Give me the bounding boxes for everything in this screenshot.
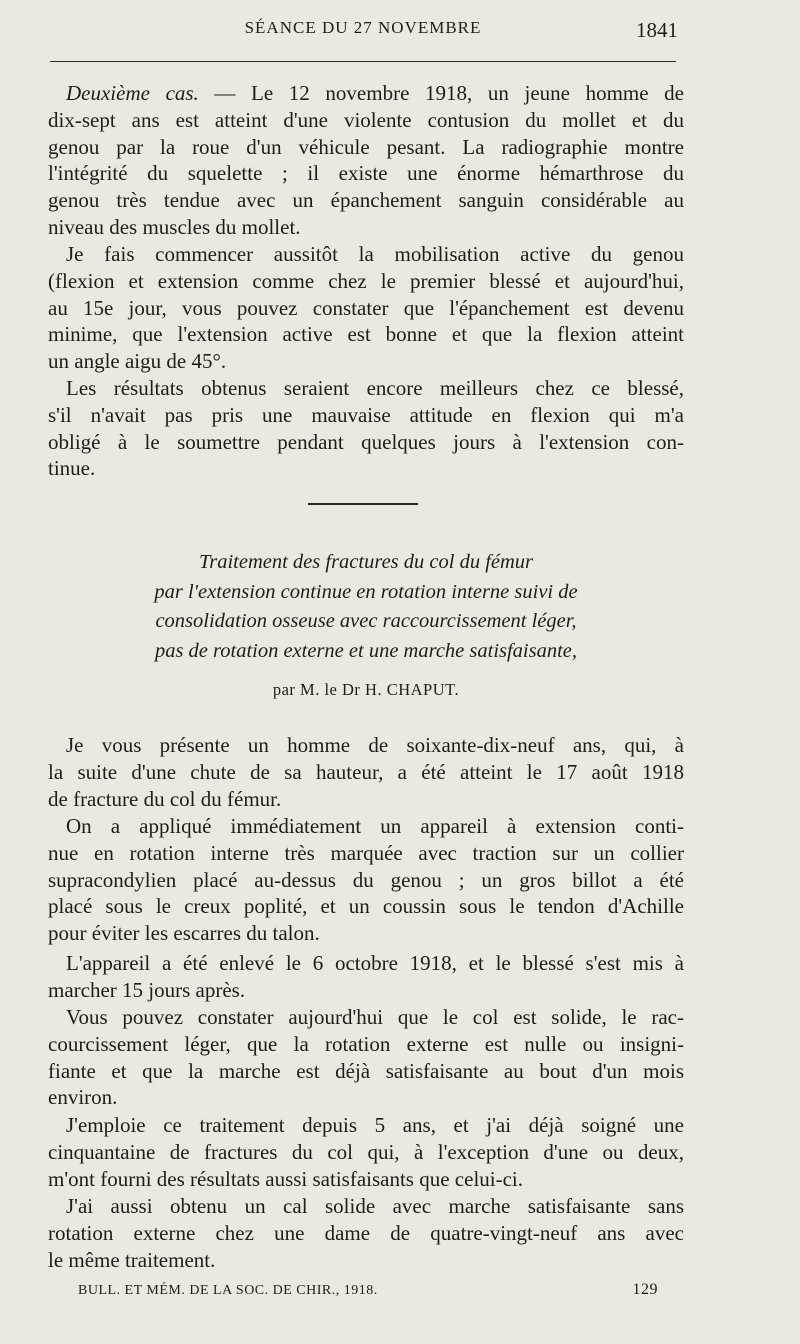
text-line: Vous pouvez constater aujourd'hui que le col est solide, le rac- [66, 1005, 684, 1029]
text-line: environ. [48, 1085, 118, 1110]
author-byline: par M. le Dr H. CHAPUT. [272, 680, 460, 699]
text-line: nue en rotation interne très marquée avec traction sur un collier [48, 840, 684, 865]
article-paragraph-6 [48, 1193, 684, 1273]
article-paragraph-1 [48, 732, 684, 812]
journal-citation: BULL. ET MÉM. DE LA SOC. DE CHIR., 1918. [78, 1283, 378, 1298]
text-line [48, 80, 684, 107]
case-2-paragraph-2 [48, 241, 684, 375]
running-header [48, 18, 678, 48]
text-line: fiante et que la marche est déjà satisfaisante au bout d'un mois [48, 1058, 684, 1083]
title-line: Traitement des fractures du col du fémur [198, 551, 534, 573]
title-line: pas de rotation externe et une marche satisfaisante, [154, 639, 578, 662]
article-paragraph-5 [48, 1112, 684, 1192]
text-line: Je vous présente un homme de soixante-dix-neuf ans, qui, à [66, 733, 684, 757]
text-line: genou par la roue d'un véhicule pesant. La radiographie montre [48, 134, 684, 159]
text-line: l'intégrité du squelette ; il existe une énorme hémarthrose du [48, 161, 684, 186]
text-line: supracondylien placé au-dessus du genou ; un gros billot a été [48, 867, 684, 892]
text-line: pour éviter les escarres du talon. [48, 921, 320, 946]
text-line: obligé à le soumettre pendant quelques jours à l'extension con- [48, 429, 684, 454]
text-line: placé sous le creux poplité, et un coussin sous le tendon d'Achille [48, 894, 684, 919]
article-paragraph-2 [48, 813, 684, 947]
signature-number: 129 [632, 1281, 658, 1298]
text-line: L'appareil a été enlevé le 6 octobre 1918, et le blessé s'est mis à [66, 951, 684, 975]
running-title: SÉANCE DU 27 NOVEMBRE [244, 18, 482, 37]
case-label: Deuxième cas. [66, 81, 199, 105]
text-line: minime, que l'extension active est bonne et que la flexion atteint [48, 322, 684, 347]
text-line: Je fais commencer aussitôt la mobilisation active du genou [66, 242, 684, 266]
text-line: un angle aigu de 45°. [48, 349, 227, 374]
article-paragraph-3 [48, 950, 684, 1004]
title-line: par l'extension continue en rotation interne suivi de [154, 580, 578, 603]
case-intro-text: — Le 12 novembre 1918, un jeune homme de [198, 81, 684, 105]
case-2-paragraph [48, 80, 684, 241]
text-line: On a appliqué immédiatement un appareil à extension conti- [66, 814, 684, 838]
text-line: (flexion et extension comme chez le premier blessé et aujourd'hui, [48, 268, 684, 293]
section-separator [308, 503, 418, 505]
text-line: J'ai aussi obtenu un cal solide avec marche satisfaisante sans [66, 1194, 684, 1218]
text-line: niveau des muscles du mollet. [48, 214, 301, 239]
text-line: au 15e jour, vous pouvez constater que l'épanchement est devenu [48, 295, 684, 320]
text-line: Les résultats obtenus seraient encore meilleurs chez ce blessé, [66, 376, 684, 400]
text-line: dix-sept ans est atteint d'une violente contusion du mollet et du [48, 107, 684, 132]
text-line: marcher 15 jours après. [48, 977, 246, 1002]
text-line: genou très tendue avec un épanchement sanguin considérable au [48, 188, 684, 213]
title-line: consolidation osseuse avec raccourcissement léger, [155, 610, 577, 632]
page-number: 1841 [636, 18, 678, 42]
case-2-paragraph-3 [48, 375, 684, 482]
text-line: courcissement léger, que la rotation externe est nulle ou insigni- [48, 1031, 684, 1056]
text-line: le même traitement. [48, 1247, 216, 1272]
text-line: la suite d'une chute de sa hauteur, a été atteint le 17 août 1918 [48, 759, 684, 784]
text-line: J'emploie ce traitement depuis 5 ans, et j'ai déjà soigné une [66, 1113, 684, 1137]
text-line: rotation externe chez une dame de quatre-vingt-neuf ans avec [48, 1220, 684, 1245]
text-line: tinue. [48, 456, 96, 481]
text-line: cinquantaine de fractures du col qui, à l'exception d'une ou deux, [48, 1139, 684, 1164]
article-title [48, 548, 684, 666]
text-line: de fracture du col du fémur. [48, 786, 282, 811]
header-rule [50, 61, 676, 62]
article-paragraph-4 [48, 1004, 684, 1111]
text-line: m'ont fourni des résultats aussi satisfaisants que celui-ci. [48, 1166, 524, 1191]
text-line: s'il n'avait pas pris une mauvaise attitude en flexion qui m'a [48, 402, 684, 427]
